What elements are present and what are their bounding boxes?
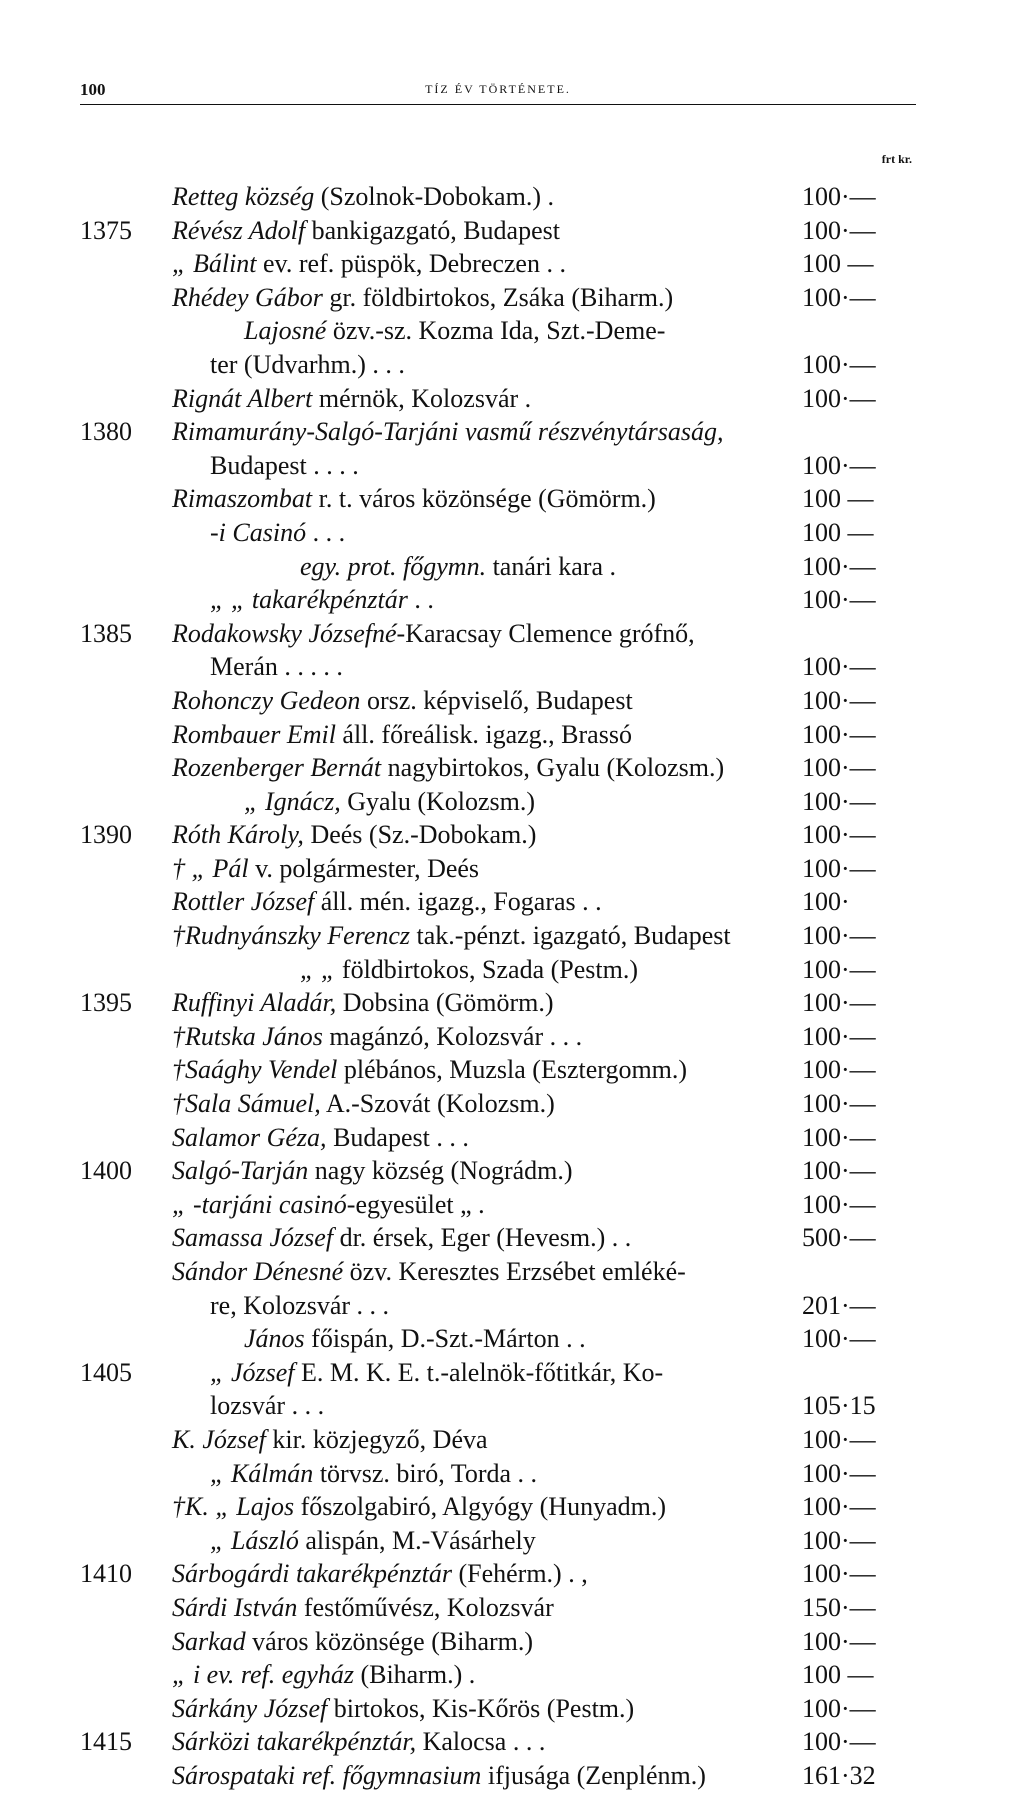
entry-text <box>172 617 695 651</box>
entry-description: (Szolnok-Dobokam.) . <box>314 182 554 211</box>
entry-amount: 100·— <box>802 685 876 715</box>
entry-description: E. M. K. E. t.-alelnök-főtitkár, Ko- <box>294 1357 664 1387</box>
header-rule <box>80 104 916 105</box>
list-item <box>0 1356 1024 1390</box>
entry-name: János <box>244 1324 305 1354</box>
entry-description: ev. ref. püspök, Debreczen . . <box>256 249 566 279</box>
entry-description: re, Kolozsvár . . . <box>210 1290 390 1320</box>
entry-description: ter (Udvarhm.) . . . <box>210 349 405 379</box>
entry-text <box>172 751 724 785</box>
entry-description: özv. Keresztes Erzsébet emléké- <box>343 1257 686 1286</box>
running-title: TÍZ ÉV TÖRTÉNETE. <box>425 82 571 96</box>
entry-description: . . . <box>306 517 346 547</box>
entry-amount: 161·32 <box>802 1760 876 1790</box>
entry-text <box>210 583 434 617</box>
list-item <box>0 1725 1024 1759</box>
entry-name: Samassa József <box>172 1223 334 1253</box>
entry-name: „ Kálmán <box>210 1458 314 1488</box>
entry-name: egy. prot. főgymn. <box>300 551 487 581</box>
entry-description: (Biharm.) . <box>353 1660 476 1690</box>
list-item <box>0 449 1024 483</box>
entry-text <box>172 1121 469 1155</box>
entry-amount: 105·15 <box>802 1391 876 1421</box>
entry-amount: 100 — <box>802 1660 874 1690</box>
entry-description: dr. érsek, Eger (Hevesm.) . . <box>333 1223 632 1253</box>
entry-text <box>210 1289 389 1323</box>
list-item <box>0 919 1024 953</box>
list-item <box>0 348 1024 382</box>
entry-amount: 100·— <box>802 1089 876 1119</box>
entry-text <box>172 1221 631 1255</box>
entry-text <box>172 415 724 449</box>
entry-amount: 100·— <box>802 1189 876 1219</box>
entry-name: „ -tarjáni casinó <box>172 1189 347 1219</box>
entry-name: Retteg község <box>172 182 315 211</box>
list-item <box>0 785 1024 819</box>
entry-name: Sarkad <box>172 1626 246 1656</box>
entry-description: törvsz. biró, Torda . . <box>313 1458 538 1488</box>
list-item <box>0 482 1024 516</box>
list-item <box>0 180 1024 214</box>
entry-text <box>172 718 632 752</box>
entry-number: 1380 <box>80 417 132 447</box>
entry-text <box>172 885 602 919</box>
entry-amount: 100·— <box>802 652 876 682</box>
entry-text <box>172 180 554 214</box>
list-item <box>0 1557 1024 1591</box>
entry-description: áll. mén. igazg., Fogaras . . <box>314 887 602 917</box>
entry-description: főispán, D.-Szt.-Márton . . <box>304 1324 586 1354</box>
entry-amount: 100·— <box>802 282 876 312</box>
entry-text <box>210 650 343 684</box>
entry-amount: 100·— <box>802 450 876 480</box>
entry-name: †Rutska János <box>172 1021 323 1051</box>
entry-name: † „ Pál <box>172 853 249 883</box>
entry-amount: 100·— <box>802 585 876 615</box>
list-item <box>0 314 1024 348</box>
entry-name: Rhédey Gábor <box>172 282 323 312</box>
entry-description: mérnök, Kolozsvár . <box>312 383 532 413</box>
list-item <box>0 415 1024 449</box>
entry-description: főszolgabiró, Algyógy (Hunyadm.) <box>294 1492 666 1522</box>
entry-text <box>210 1524 536 1558</box>
entry-text <box>210 1389 324 1423</box>
entry-amount: 201·— <box>802 1290 876 1320</box>
entry-description: tak.-pénzt. igazgató, Budapest <box>410 921 731 951</box>
entry-amount: 100·— <box>802 753 876 783</box>
entry-amount: 100·— <box>802 1727 876 1757</box>
entry-amount: 100·— <box>802 1122 876 1152</box>
entry-name: †Sala Sámuel, <box>172 1089 321 1119</box>
entry-description: lozsvár . . . <box>210 1391 325 1421</box>
list-item <box>0 617 1024 651</box>
entry-name: Salamor Géza, <box>172 1122 327 1152</box>
entry-text <box>300 953 638 987</box>
entry-name: Salgó-Tarján <box>172 1156 309 1186</box>
entry-description: Budapest . . . <box>326 1122 469 1152</box>
entry-name: Rozenberger Bernát <box>172 753 382 783</box>
list-item <box>0 1322 1024 1356</box>
entry-name: Sárdi István <box>172 1592 298 1622</box>
entry-amount: 100·— <box>802 1324 876 1354</box>
entry-text <box>172 1423 488 1457</box>
entry-text <box>244 785 535 819</box>
list-item <box>0 1188 1024 1222</box>
entry-amount: 100·— <box>802 551 876 581</box>
entry-text <box>172 1658 475 1692</box>
entry-text <box>172 1087 555 1121</box>
entry-description: földbirtokos, Szada (Pestm.) <box>335 954 638 984</box>
entry-amount: 100 — <box>802 484 874 514</box>
entry-text <box>172 852 479 886</box>
entry-amount: 100·— <box>802 1492 876 1522</box>
list-item <box>0 1020 1024 1054</box>
entry-name: †Rudnyánszky Ferencz <box>172 921 411 951</box>
entry-text <box>172 1255 686 1289</box>
entry-number: 1385 <box>80 618 132 648</box>
entry-text <box>172 919 731 953</box>
list-item <box>0 718 1024 752</box>
entry-text <box>210 348 405 382</box>
entry-description: Dobsina (Gömörm.) <box>336 988 554 1018</box>
entry-name: Rottler József <box>172 887 315 917</box>
entry-name: Rimaszombat <box>172 484 313 514</box>
entry-description: magánzó, Kolozsvár . . . <box>322 1021 583 1051</box>
entry-text <box>172 1692 634 1726</box>
entry-description: (Fehérm.) . , <box>451 1559 588 1589</box>
entry-name: Révész Adolf <box>172 215 306 245</box>
list-item <box>0 986 1024 1020</box>
entry-amount: 100·— <box>802 1424 876 1454</box>
list-item <box>0 1490 1024 1524</box>
entry-description: r. t. város közönsége (Gömörm.) <box>312 484 656 514</box>
entry-amount: 100 — <box>802 517 874 547</box>
entry-amount: 100· <box>802 887 850 917</box>
entry-amount: 100·— <box>802 349 876 379</box>
list-item <box>0 650 1024 684</box>
entry-description: v. polgármester, Deés <box>248 853 480 883</box>
entry-text <box>172 1725 545 1759</box>
list-item <box>0 247 1024 281</box>
entry-name: Sárközi takarékpénztár, <box>172 1727 417 1757</box>
list-item <box>0 1524 1024 1558</box>
entry-description: nagy község (Nográdm.) <box>308 1156 573 1186</box>
list-item <box>0 214 1024 248</box>
entry-description: város közönsége (Biharm.) <box>245 1626 534 1656</box>
entry-description: Gyalu (Kolozsm.) <box>340 786 536 816</box>
entry-text <box>172 1154 573 1188</box>
entry-amount: 100·— <box>802 1559 876 1589</box>
list-item <box>0 281 1024 315</box>
list-item <box>0 1423 1024 1457</box>
entry-description: ifjusága (Zenplénm.) <box>481 1760 706 1790</box>
list-item <box>0 953 1024 987</box>
list-item <box>0 1087 1024 1121</box>
entry-amount: 100·— <box>802 1693 876 1723</box>
entry-amount: 150·— <box>802 1592 876 1622</box>
list-item <box>0 1255 1024 1289</box>
list-item <box>0 516 1024 550</box>
entry-number: 1415 <box>80 1727 132 1757</box>
entry-description: Budapest . . . . <box>210 450 359 480</box>
entry-name: „ Bálint <box>172 249 257 279</box>
entry-text <box>172 382 531 416</box>
entry-name: -i Casinó <box>210 517 307 547</box>
entry-description: Deés (Sz.-Dobokam.) <box>303 820 537 850</box>
list-item <box>0 1221 1024 1255</box>
entry-description: tanári kara . <box>486 551 616 581</box>
entry-text <box>210 1356 663 1390</box>
entry-description: kir. közjegyző, Déva <box>265 1424 488 1454</box>
entry-name: Ruffinyi Aladár, <box>172 988 337 1018</box>
entry-text <box>172 818 536 852</box>
entry-text <box>172 1557 588 1591</box>
entry-description: özv.-sz. Kozma Ida, Szt.-Deme- <box>326 316 666 346</box>
entry-name: Rimamurány-Salgó-Tarjáni vasmű részvénytársaság, <box>172 417 724 447</box>
list-item <box>0 1658 1024 1692</box>
entry-number: 1395 <box>80 988 132 1018</box>
entry-text <box>244 314 665 348</box>
entry-text <box>172 684 633 718</box>
entry-amount: 100·— <box>802 1156 876 1186</box>
entry-amount: 100·— <box>802 215 876 245</box>
entry-amount: 100·— <box>802 954 876 984</box>
list-item <box>0 1759 1024 1793</box>
list-item <box>0 1121 1024 1155</box>
entry-text <box>210 449 359 483</box>
entry-amount: 100·— <box>802 1626 876 1656</box>
entry-amount: 100·— <box>802 988 876 1018</box>
list-item <box>0 818 1024 852</box>
entry-description: áll. főreálisk. igazg., Brassó <box>335 719 632 749</box>
entry-text <box>172 1490 666 1524</box>
list-item <box>0 382 1024 416</box>
entry-name: „ László <box>210 1525 299 1555</box>
entry-amount: 100·— <box>802 1458 876 1488</box>
currency-column-header: frt kr. <box>881 152 912 166</box>
entry-description: gr. földbirtokos, Zsáka (Biharm.) <box>322 282 674 312</box>
entry-description: birtokos, Kis-Kőrös (Pestm.) <box>327 1693 635 1723</box>
entry-amount: 100·— <box>802 1055 876 1085</box>
entry-name: „ „ takarékpénztár <box>210 585 408 615</box>
list-item <box>0 1591 1024 1625</box>
running-head <box>80 80 916 104</box>
entry-number: 1400 <box>80 1156 132 1186</box>
list-item <box>0 1289 1024 1323</box>
entry-description: . . <box>407 585 434 615</box>
entry-name: Rohonczy Gedeon <box>172 685 361 715</box>
entry-name: Rignát Albert <box>172 383 313 413</box>
entry-name: Sárbogárdi takarékpénztár <box>172 1559 452 1589</box>
entry-number: 1390 <box>80 820 132 850</box>
entry-name: „ József <box>210 1357 295 1387</box>
list-item <box>0 684 1024 718</box>
entry-amount: 100·— <box>802 921 876 951</box>
entry-number: 1375 <box>80 215 132 245</box>
entry-text <box>300 550 616 584</box>
entry-text <box>172 247 566 281</box>
entry-text <box>172 1591 554 1625</box>
list-item <box>0 1457 1024 1491</box>
list-item <box>0 1625 1024 1659</box>
entry-name: †Saághy Vendel <box>172 1055 338 1085</box>
entry-text <box>244 1322 586 1356</box>
entry-description: festőművész, Kolozsvár <box>297 1592 554 1622</box>
entry-text <box>172 1188 485 1222</box>
entry-number: 1410 <box>80 1559 132 1589</box>
entry-name: Lajosné <box>244 316 327 346</box>
entry-description: -Karacsay Clemence grófnő, <box>396 618 695 648</box>
entry-description: Kalocsa . . . <box>416 1727 546 1757</box>
entry-description: plébános, Muzsla (Esztergomm.) <box>337 1055 688 1085</box>
entry-name: Sándor Dénesné <box>172 1257 344 1286</box>
entry-text <box>172 1020 582 1054</box>
entry-description: nagybirtokos, Gyalu (Kolozsm.) <box>381 753 725 783</box>
list-item <box>0 583 1024 617</box>
entry-amount: 100·— <box>802 1525 876 1555</box>
entry-name: „ Ignácz, <box>244 786 341 816</box>
list-item <box>0 1692 1024 1726</box>
list-item <box>0 1389 1024 1423</box>
list-item <box>0 550 1024 584</box>
entry-amount: 100·— <box>802 182 876 211</box>
entry-text <box>172 214 560 248</box>
list-item <box>0 852 1024 886</box>
list-item <box>0 1053 1024 1087</box>
entry-description: orsz. képviselő, Budapest <box>360 685 633 715</box>
entry-name: K. József <box>172 1424 266 1454</box>
entry-text <box>172 482 656 516</box>
entry-name: Sárospataki ref. főgymnasium <box>172 1760 482 1790</box>
entry-name: „ i ev. ref. egyház <box>172 1660 354 1690</box>
entry-text <box>172 1053 687 1087</box>
entry-amount: 500·— <box>802 1223 876 1253</box>
entry-amount: 100·— <box>802 786 876 816</box>
entry-name: Rodakowsky Józsefné <box>172 618 397 648</box>
entry-description: bankigazgató, Budapest <box>305 215 560 245</box>
entry-description: -egyesület „ . <box>346 1189 485 1219</box>
entry-text <box>172 1625 533 1659</box>
entry-text <box>172 986 554 1020</box>
entry-description: Merán . . . . . <box>210 652 343 682</box>
entry-name: „ „ <box>300 954 336 984</box>
donor-list <box>0 180 1024 1793</box>
entry-text <box>172 1759 706 1793</box>
entry-text <box>172 281 673 315</box>
entry-description: A.-Szovát (Kolozsm.) <box>320 1089 555 1119</box>
entry-amount: 100·— <box>802 820 876 850</box>
list-item <box>0 751 1024 785</box>
entry-number: 1405 <box>80 1357 132 1387</box>
list-item <box>0 885 1024 919</box>
entry-name: Róth Károly, <box>172 820 304 850</box>
page-number: 100 <box>80 80 106 99</box>
entry-text <box>210 516 345 550</box>
entry-amount: 100·— <box>802 853 876 883</box>
entry-text <box>210 1457 537 1491</box>
entry-amount: 100·— <box>802 383 876 413</box>
entry-description: alispán, M.-Vásárhely <box>298 1525 536 1555</box>
entry-name: Sárkány József <box>172 1693 328 1723</box>
entry-amount: 100 — <box>802 249 874 279</box>
entry-name: †K. „ Lajos <box>172 1492 295 1522</box>
entry-amount: 100·— <box>802 1021 876 1051</box>
entry-amount: 100·— <box>802 719 876 749</box>
entry-name: Rombauer Emil <box>172 719 336 749</box>
list-item <box>0 1154 1024 1188</box>
